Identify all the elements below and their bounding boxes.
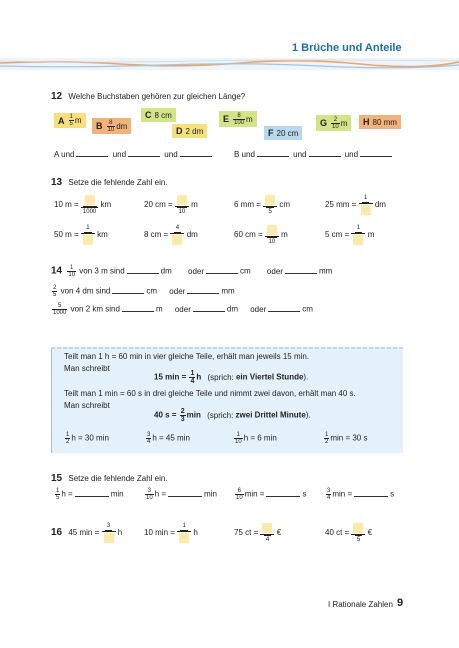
info-example-2: $\frac{3}{4}$ h = 45 min [147, 432, 190, 445]
info-text-1: Teilt man 1 h = 60 min in vier gleiche Teile, erhält man jeweils 15 min. Man schreibt [64, 352, 310, 373]
answer-box[interactable] [262, 523, 272, 533]
answer-box[interactable] [361, 205, 371, 215]
page-number: 9 [397, 597, 404, 609]
footer-section: I Rationale Zahlen [328, 600, 393, 609]
answer-box[interactable] [85, 195, 95, 205]
chip-d: D 2 dm [172, 124, 207, 138]
task-15-item-4: $\frac{3}{4}$ min = s [327, 488, 395, 501]
answer-box[interactable] [353, 235, 363, 245]
answer-box[interactable] [177, 195, 187, 205]
task-12-heading: 12 Welche Buchstaben gehören zur gleichen Länge? [51, 91, 246, 102]
task-12-answer-right: B und und und [234, 150, 394, 159]
task-16-item-4: 40 ct = 5 € [325, 523, 372, 543]
task-12-answer-left: A und und und [54, 150, 214, 159]
task-15-heading: 15 Setze die fehlende Zahl ein. [51, 473, 168, 484]
info-text-2: Teilt man 1 min = 60 s in drei gleiche Teile und nimmt zwei davon, erhält man 40 s. Man schreibt [64, 389, 356, 410]
chapter-title: 1 Brüche und Anteile [292, 42, 402, 54]
chip-h: H 80 mm [359, 115, 401, 129]
chip-c: C 8 cm [141, 108, 176, 122]
task-13-item-3: 6 mm = 5 cm [234, 195, 290, 215]
answer-box[interactable] [265, 195, 275, 205]
answer-box[interactable] [83, 235, 93, 245]
task-15-item-3: $\frac{6}{10}$ min = s [236, 488, 307, 501]
info-example-3: $\frac{1}{10}$ h = 6 min [235, 432, 277, 445]
answer-box[interactable] [353, 523, 363, 533]
task-13-item-5: 50 m = 1 km [54, 225, 108, 245]
task-13-heading: 13 Setze die fehlende Zahl ein. [51, 177, 168, 188]
info-formula-2: 40 s = $\frac{2}{3}$ min (sprich: zwei Drittel Minute). [154, 408, 311, 423]
task-14-line-3: $\frac{5}{1000}$ von 2 km sind m oder dm oder cm [53, 303, 313, 316]
answer-box[interactable] [267, 225, 277, 235]
chip-b: B $\frac{8}{10}$ dm [92, 118, 131, 134]
task-14-line-1: 14 $\frac{1}{10}$ von 3 m sind dm oder cm oder mm [51, 265, 333, 278]
task-13-item-7: 60 cm = 10 m [234, 225, 288, 245]
info-example-1: $\frac{1}{2}$ h = 30 min [66, 432, 109, 445]
info-example-4: $\frac{1}{2}$ min = 30 s [325, 432, 368, 445]
task-16-item-2: 10 min = 1 h [144, 523, 198, 543]
task-13-item-6: 8 cm = 4 dm [144, 225, 198, 245]
task-16-item-3: 75 ct = 4 € [234, 523, 281, 543]
chip-a: A $\frac{1}{5}$ m [54, 113, 86, 128]
answer-box[interactable] [179, 533, 189, 543]
task-16-item-1: 16 45 min = 3 h [51, 523, 122, 543]
task-14-line-2: $\frac{2}{5}$ von 4 dm sind cm oder mm [53, 285, 235, 298]
task-13-item-8: 5 cm = 1 m [325, 225, 374, 245]
chip-f: F 20 cm [264, 126, 302, 140]
task-13-item-2: 20 cm = 10 m [144, 195, 198, 215]
task-15-item-2: $\frac{3}{10}$ h = min [146, 488, 217, 501]
answer-box[interactable] [172, 235, 182, 245]
header-decoration [0, 58, 459, 70]
task-13-item-4: 25 mm = 1 dm [325, 195, 386, 215]
chip-g: G $\frac{2}{10}$ m [316, 115, 351, 131]
task-13-item-1: 10 m = 1000 km [54, 195, 111, 215]
answer-box[interactable] [104, 533, 114, 543]
chip-e: E $\frac{8}{100}$ m [219, 111, 257, 127]
task-15-item-1: $\frac{1}{5}$ h = min [56, 488, 124, 501]
info-formula-1: 15 min = $\frac{1}{4}$ h (sprich: ein Viertel Stunde). [154, 370, 309, 385]
